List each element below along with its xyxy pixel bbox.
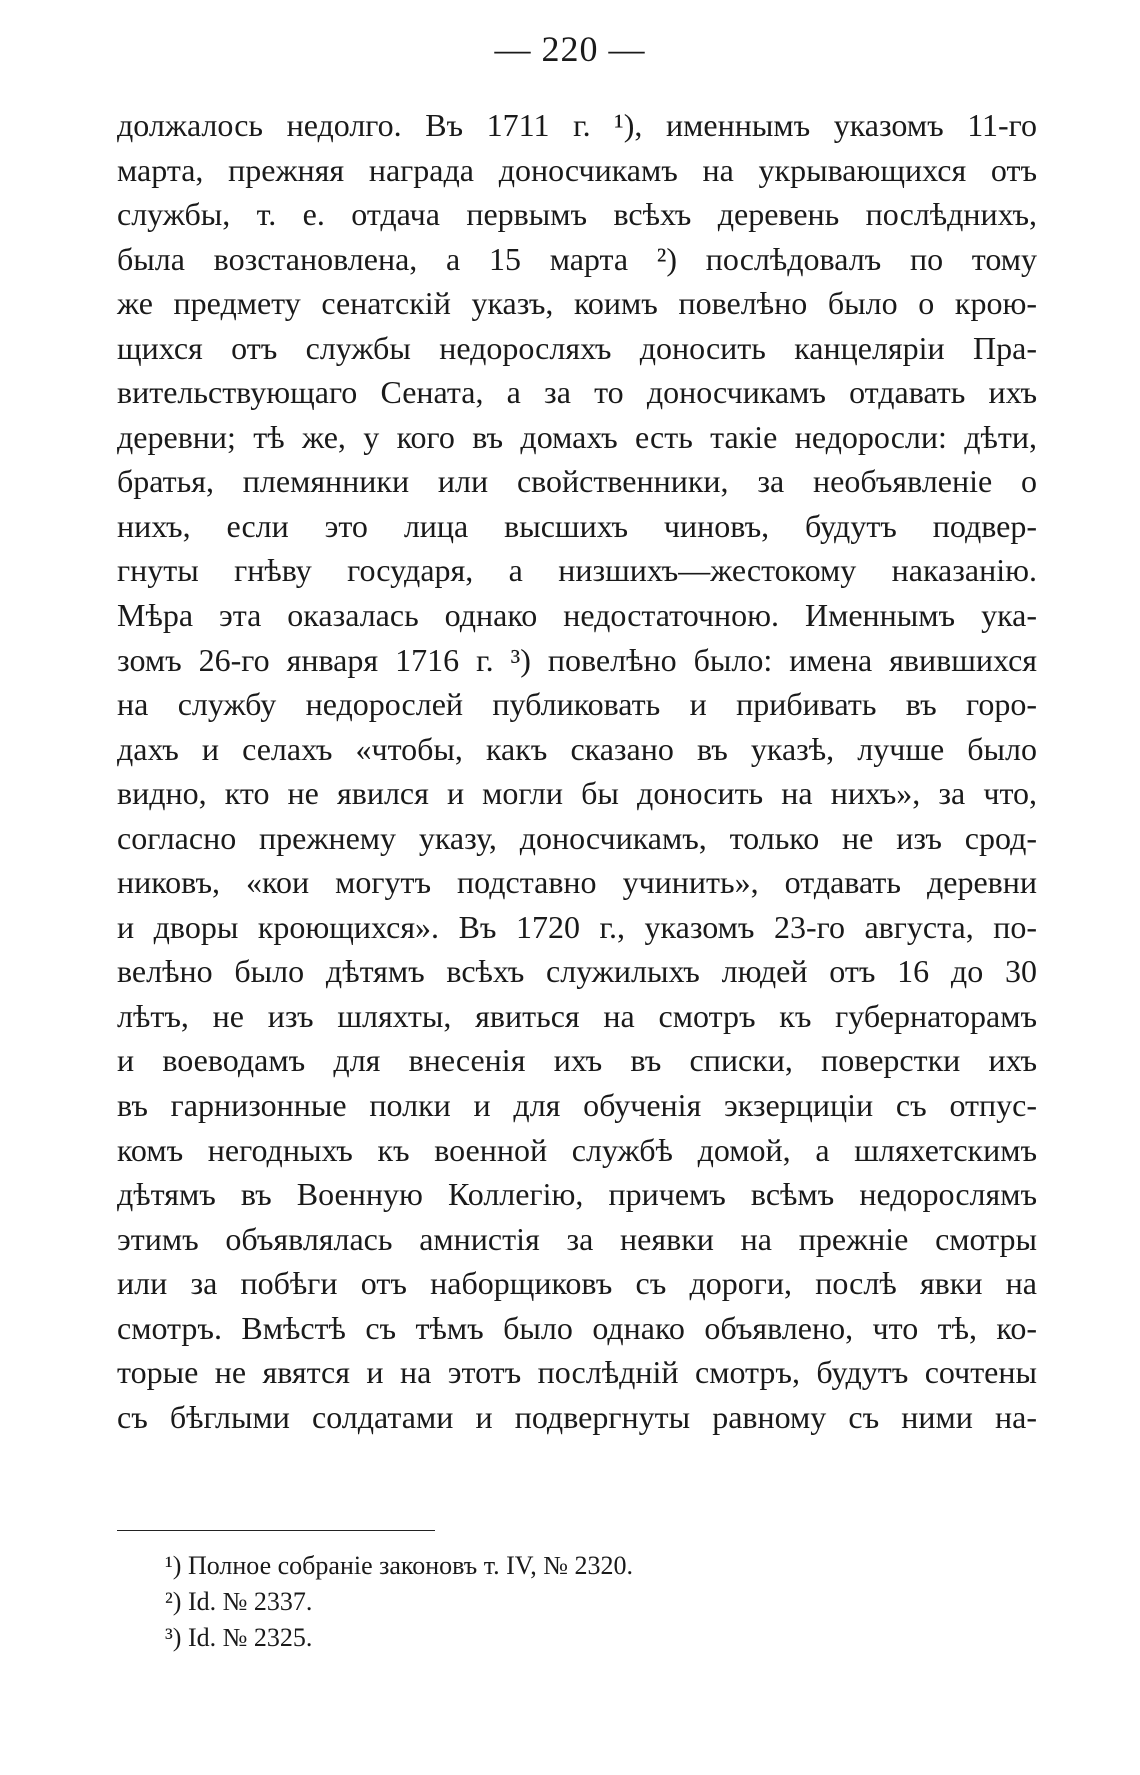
- text-line: вительствующаго Сената, а за то доносчикамъ отдавать ихъ: [117, 374, 1037, 411]
- text-line: нихъ, если это лица высшихъ чиновъ, будутъ подвер-: [117, 507, 1037, 544]
- text-line: дахъ и селахъ «чтобы, какъ сказано въ указѣ, лучше было: [117, 730, 1037, 767]
- text-line: видно, кто не явился и могли бы доносить на нихъ», за что,: [117, 775, 1037, 812]
- text-line: службы, т. е. отдача первымъ всѣхъ деревень послѣднихъ,: [117, 196, 1037, 233]
- text-line: братья, племянники или свойственники, за необъявленіе о: [117, 463, 1037, 500]
- footnote: ³) Id. № 2325.: [165, 1623, 313, 1652]
- text-line: Мѣра эта оказалась однако недостаточною. Именнымъ ука-: [117, 597, 1037, 634]
- footnotes: [165, 1548, 865, 1656]
- text-line: была возстановлена, а 15 марта ²) послѣдовалъ по тому: [117, 240, 1037, 277]
- text-line: гнуты гнѣву государя, а низшихъ—жестокому наказанію.: [117, 552, 1037, 589]
- text-line: и воеводамъ для внесенія ихъ въ списки, поверстки ихъ: [117, 1042, 1037, 1079]
- footnote-divider: [117, 1530, 435, 1531]
- text-line: щихся отъ службы недоросляхъ доносить канцеляріи Пра-: [117, 329, 1037, 366]
- text-line: должалось недолго. Въ 1711 г. ¹), именнымъ указомъ 11-го: [117, 107, 1037, 143]
- text-line: въ гарнизонные полки и для обученія экзерциціи съ отпус-: [117, 1087, 1037, 1124]
- footnote: ²) Id. № 2337.: [165, 1587, 313, 1616]
- text-line: или за побѣги отъ наборщиковъ съ дороги, послѣ явки на: [117, 1265, 1037, 1302]
- text-line: зомъ 26-го января 1716 г. ³) повелѣно было: имена явившихся: [117, 641, 1037, 678]
- body-text: [117, 103, 1037, 1439]
- text-line: согласно прежнему указу, доносчикамъ, только не изъ срод-: [117, 819, 1037, 856]
- text-line: деревни; тѣ же, у кого въ домахъ есть такіе недоросли: дѣти,: [117, 418, 1037, 455]
- text-line: велѣно было дѣтямъ всѣхъ служилыхъ людей отъ 16 до 30: [117, 953, 1037, 990]
- text-line: этимъ объявлялась амнистія за неявки на прежніе смотры: [117, 1220, 1037, 1257]
- text-line: лѣтъ, не изъ шляхты, явиться на смотръ къ губернаторамъ: [117, 997, 1037, 1034]
- text-line: марта, прежняя награда доносчикамъ на укрывающихся отъ: [117, 151, 1037, 188]
- text-line: на службу недорослей публиковать и прибивать въ горо-: [117, 686, 1037, 723]
- text-line: съ бѣглыми солдатами и подвергнуты равному съ ними на-: [117, 1398, 1037, 1435]
- text-line: комъ негодныхъ къ военной службѣ домой, а шляхетскимъ: [117, 1131, 1037, 1168]
- text-line: торые не явятся и на этотъ послѣдній смотръ, будутъ сочтены: [117, 1354, 1037, 1391]
- text-line: смотръ. Вмѣстѣ съ тѣмъ было однако объявлено, что тѣ, ко-: [117, 1309, 1037, 1346]
- page-number: — 220 —: [494, 29, 646, 69]
- text-line: и дворы кроющихся». Въ 1720 г., указомъ 23-го августа, по-: [117, 908, 1037, 945]
- text-line: же предмету сенатскій указъ, коимъ повелѣно было о крою-: [117, 285, 1037, 322]
- footnote: ¹) Полное собраніе законовъ т. IV, № 2320.: [165, 1551, 634, 1580]
- text-line: никовъ, «кои могутъ подставно учинить», отдавать деревни: [117, 864, 1037, 901]
- text-line: дѣтямъ въ Военную Коллегію, причемъ всѣмъ недорослямъ: [117, 1176, 1037, 1213]
